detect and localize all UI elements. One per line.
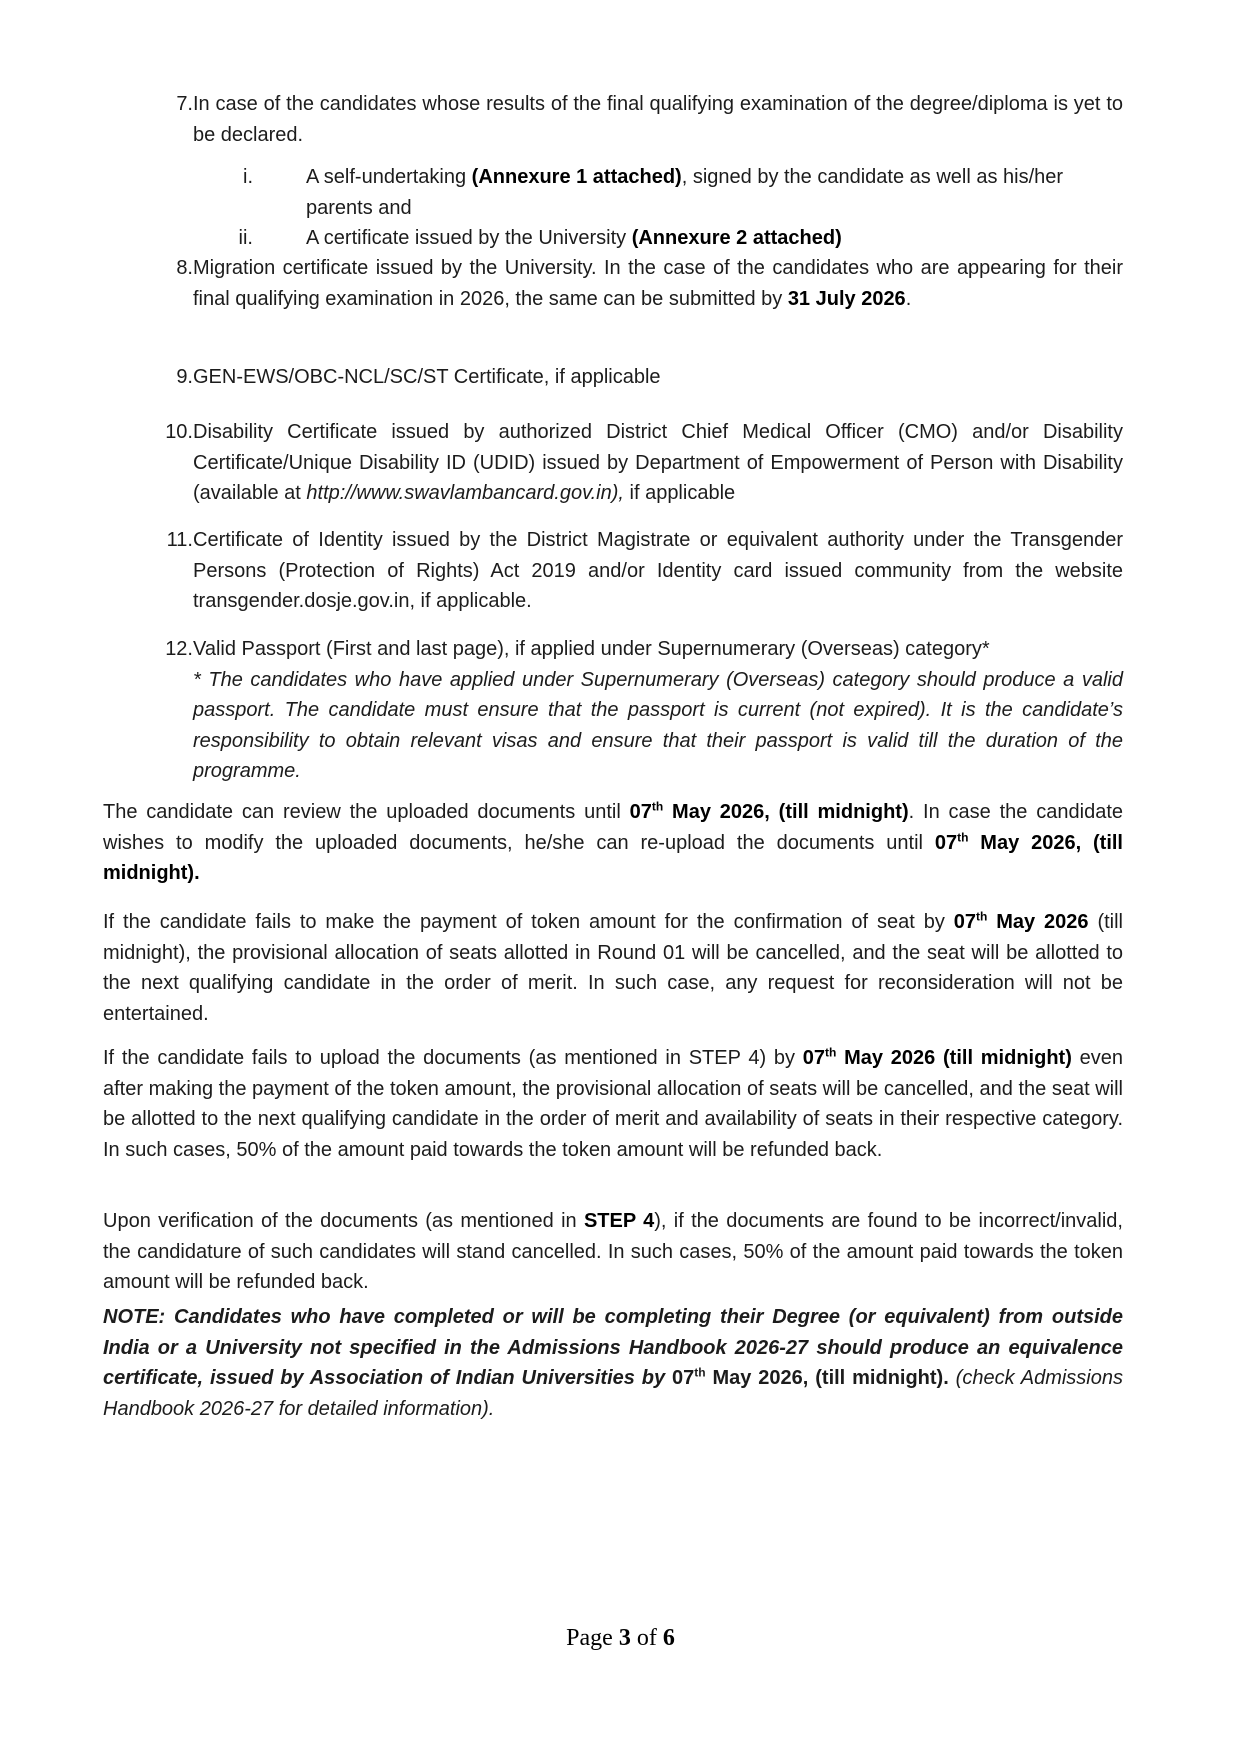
page-footer: Page 3 of 6 <box>566 1625 675 1651</box>
item-number: 7. <box>176 93 193 115</box>
item-number: 10. <box>165 421 193 443</box>
list-item-11 <box>153 525 1123 617</box>
swavlamban-link[interactable]: http://www.swavlambancard.gov.in), <box>306 482 624 504</box>
list-item-9 <box>153 362 1123 393</box>
total-page-count: 6 <box>662 1625 675 1651</box>
list-item-12 <box>153 634 1123 787</box>
list-item-7 <box>153 89 1123 254</box>
paragraph-note: NOTE: Candidates who have completed or will be completing their Degree (or equivalent) from outside India or a University not specified in the Admissions Handbook 2026-27 should produce an equivalence certificate, issued by Association of Indian Universities by 07th May 2026, (till midnight). (check Admissions Handbook 2026-27 for detailed information). <box>103 1306 1123 1420</box>
sub-item-i: i. A self-undertaking (Annexure 1 attached), signed by the candidate as well as his/her parents and <box>153 162 1123 223</box>
paragraph-payment: If the candidate fails to make the payment of token amount for the confirmation of seat by 07th May 2026 (till midnight), the provisional allocation of seats allotted in Round 01 will be cancelled, and the seat will be allotted to the next qualifying candidate in the order of merit. In such case, any request for reconsideration will not be entertained. <box>103 909 1124 1025</box>
paragraph-upload: If the candidate fails to upload the documents (as mentioned in STEP 4) by 07th May 2026 (till midnight) even after making the payment of the token amount, the provisional allocation of seats will be cancelled, and the seat will be allotted to the next qualifying candidate in the order of merit and availability of seats in their respective category. In such cases, 50% of the amount paid towards the token amount will be refunded back. <box>103 1045 1123 1161</box>
item-number: 12. <box>165 638 193 660</box>
list-item-10 <box>153 417 1123 509</box>
item-text: Migration certificate issued by the University. In the case of the candidates who are appearing for their final qualifying examination in 2026, the same can be submitted by 31 July 2026. <box>193 257 1123 310</box>
sub-item-ii: ii. A certificate issued by the University (Annexure 2 attached) <box>153 223 1123 254</box>
list-item-8 <box>153 253 1123 314</box>
item-footnote: * The candidates who have applied under Supernumerary (Overseas) category should produce a valid passport. The candidate must ensure that the passport is current (not expired). It is the candidate’s responsibility to obtain relevant visas and ensure that their passport is valid till the duration of the programme. <box>193 668 1123 782</box>
sub-item-number: i. <box>243 166 253 188</box>
item-number: 11. <box>166 529 193 551</box>
item-text: Disability Certificate issued by authorized District Chief Medical Officer (CMO) and/or Disability Certificate/Unique Disability ID (UDID) issued by Department of Empowerment of Person with Disability (available at http://www.swavlambancard.gov.in), if applicable <box>193 421 1123 504</box>
paragraph-verification: Upon verification of the documents (as mentioned in STEP 4), if the documents are found to be incorrect/invalid, the candidature of such candidates will stand cancelled. In such cases, 50% of the amount paid towards the token amount will be refunded back. <box>103 1210 1123 1293</box>
item-text: In case of the candidates whose results of the final qualifying examination of the degree/diploma is yet to be declared. <box>193 93 1123 146</box>
item-text: GEN-EWS/OBC-NCL/SC/ST Certificate, if applicable <box>193 366 661 388</box>
item-text: Valid Passport (First and last page), if applied under Supernumerary (Overseas) category* <box>193 638 990 660</box>
item-number: 8. <box>176 257 193 279</box>
sub-item-number: ii. <box>238 227 253 249</box>
current-page-number: 3 <box>618 1625 631 1651</box>
item-number: 9. <box>176 366 193 388</box>
item-text: Certificate of Identity issued by the District Magistrate or equivalent authority under the Transgender Persons (Protection of Rights) Act 2019 and/or Identity card issued community from the website transgender.dosje.gov.in, if applicable. <box>193 529 1123 612</box>
paragraph-review: The candidate can review the uploaded documents until 07th May 2026, (till midnight). In case the candidate wishes to modify the uploaded documents, he/she can re-upload the documents until 07th May 2026, (till midnight). <box>103 799 1124 884</box>
sub-list <box>153 162 1123 254</box>
